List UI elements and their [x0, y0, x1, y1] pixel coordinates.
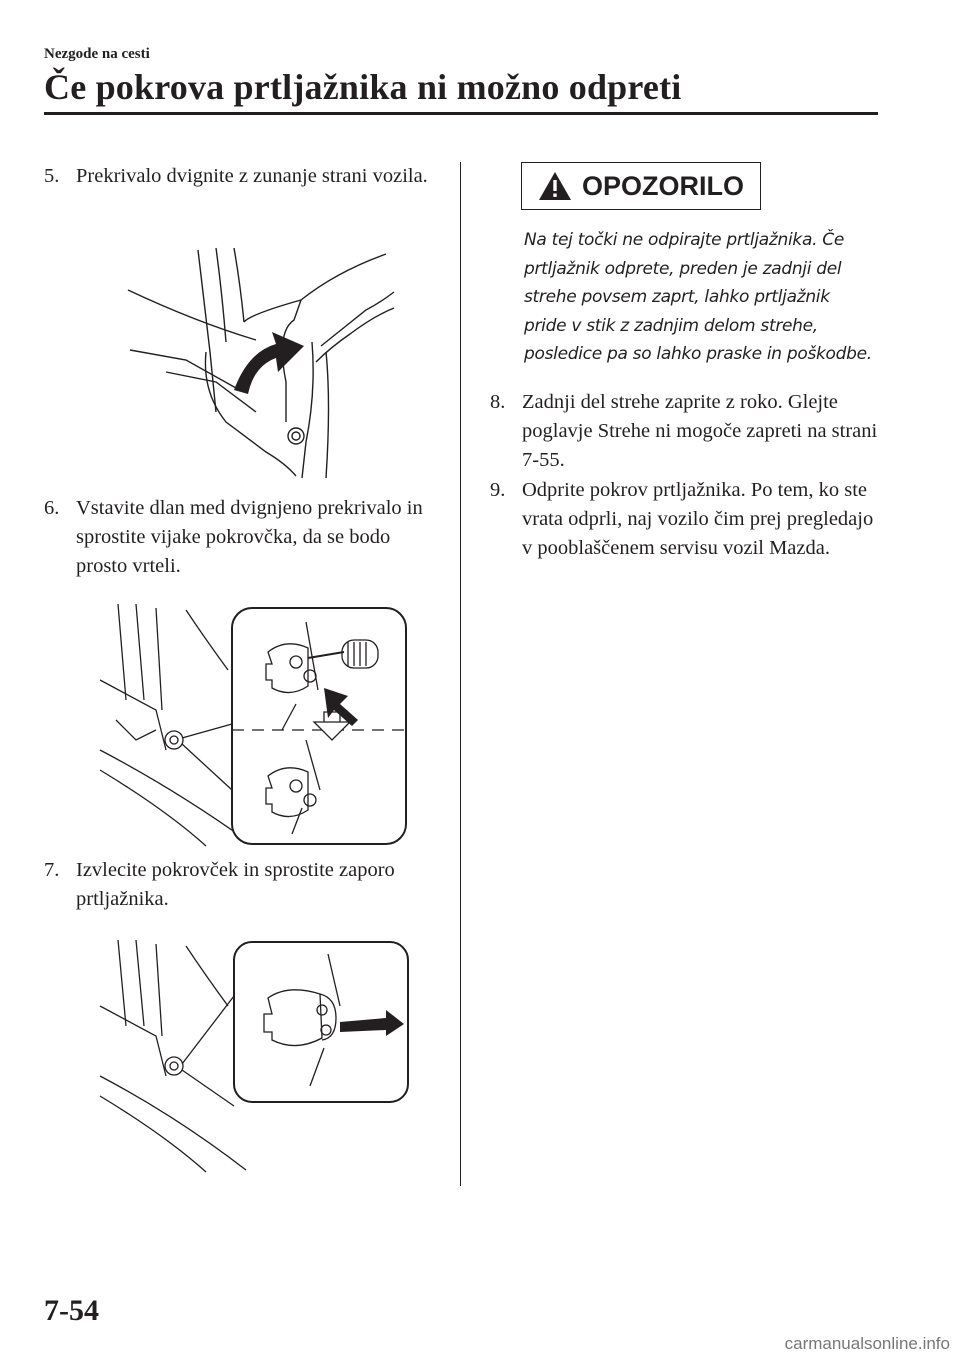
step-6	[44, 494, 444, 581]
figure-pull-cap	[96, 936, 412, 1174]
lift-arrow-icon	[234, 332, 304, 394]
warning-box	[521, 162, 761, 210]
title-rule	[44, 112, 878, 115]
step-text: Odprite pokrov prtljažnika. Po tem, ko ste vrata odprli, naj vozilo čim prej pregledajo v pooblaščenem servisu vozil Mazda.	[522, 479, 874, 559]
step-9	[490, 476, 880, 563]
step-text: Prekrivalo dvignite z zunanje strani vozila.	[76, 165, 428, 187]
step-text: Izvlecite pokrovček in sprostite zaporo prtljažnika.	[76, 859, 395, 910]
warning-text: Na tej točki ne odpirajte prtljažnika. Če prtljažnik odprete, preden je zadnji del strehe povsem zaprt, lahko prtljažnik pride v stik z zadnjim delom strehe, posledice pa so lahko praske in poškodbe.	[524, 230, 872, 364]
figure-release-screws	[96, 600, 412, 848]
step-7	[44, 856, 444, 914]
step-text: Zadnji del strehe zaprite z roko. Glejte poglavje Strehe ni mogoče zapreti na strani 7-55.	[522, 391, 878, 471]
figure-lift-cover	[126, 242, 396, 480]
warning-triangle-icon	[538, 171, 572, 201]
section-header: Nezgode na cesti	[44, 46, 150, 62]
step-number: 8.	[490, 391, 506, 413]
step-text: Vstavite dlan med dvignjeno prekrivalo in sprostite vijake pokrovčka, da se bodo prosto vrteli.	[76, 497, 423, 577]
step-5	[44, 162, 444, 191]
step-number: 6.	[44, 497, 60, 519]
step-8	[490, 388, 880, 475]
page-number: 7-54	[44, 1294, 99, 1327]
warning-label: OPOZORILO	[582, 170, 744, 201]
column-divider	[460, 162, 461, 1186]
step-number: 9.	[490, 479, 506, 501]
step-number: 5.	[44, 165, 60, 187]
page-title: Če pokrova prtljažnika ni možno odpreti	[44, 67, 682, 107]
footer-watermark[interactable]: carmanualsonline.info	[784, 1334, 950, 1353]
step-number: 7.	[44, 859, 60, 881]
